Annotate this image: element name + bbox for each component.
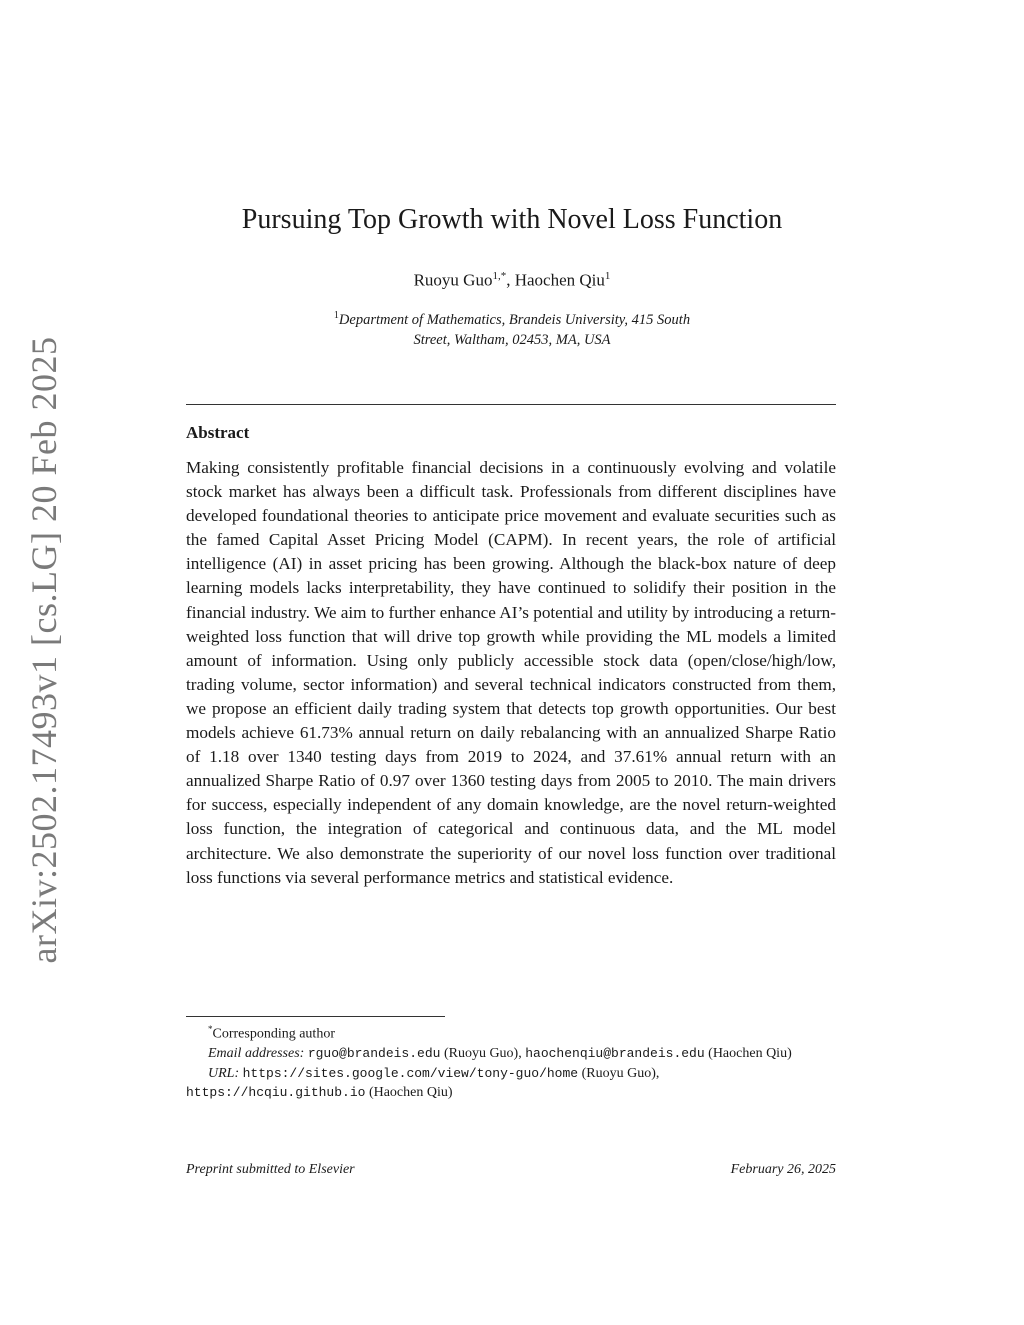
affiliation-mark: 1 <box>333 310 339 321</box>
abstract-heading: Abstract <box>186 423 250 442</box>
affiliation <box>0 306 1024 350</box>
preprint-note: Preprint submitted to Elsevier <box>186 1162 355 1177</box>
author-affiliation-mark: 1 <box>604 270 611 282</box>
footnote-rule <box>186 1016 445 1017</box>
url-note <box>186 1064 836 1103</box>
corresponding-author-note <box>186 1020 836 1044</box>
email-owner-1: (Ruoyu Guo), <box>440 1046 526 1062</box>
affiliation-line-1: Department of Mathematics, Brandeis University, 415 South <box>338 311 691 328</box>
corresponding-mark: * <box>208 1024 213 1034</box>
abstract-text: Making consistently profitable financial decisions in a continuously evolving and volatile stock market has always been a difficult task. Professionals from different disciplines have developed foundational theories to anticipate price movement and evaluate securities such as the famed Capital Asset Pricing Model (CAPM). In recent years, the role of artificial intelligence (AI) in asset pricing has been growing. Although the black-box nature of deep learning models lacks interpretability, they have continued to solidify their position in the financial industry. We aim to further enhance AI’s potential and utility by introducing a return-weighted loss function that will drive top growth while providing the ML models a limited amount of information. Using only publicly accessible stock data (open/close/high/low, trading volume, sector information) and several technical indicators constructed from them, we propose an efficient daily trading system that detects top growth opportunities. Our best models achieve 61.73% annual return on daily rebalancing with an annualized Sharpe Ratio of 1.18 over 1340 testing days from 2019 to 2024, and 37.61% annual return with an annualized Sharpe Ratio of 0.97 over 1360 testing days from 2005 to 2010. The main drivers for success, especially independent of any domain knowledge, are the novel return-weighted loss function, the integration of categorical and continuous data, and the ML model architecture. We also demonstrate the superiority of our novel loss function over traditional loss functions via several performance metrics and statistical evidence. <box>186 458 836 887</box>
abstract-top-rule <box>186 404 836 405</box>
paper-title: Pursuing Top Growth with Novel Loss Function <box>241 204 783 235</box>
email-link-2[interactable]: haochenqiu@brandeis.edu <box>525 1046 705 1062</box>
footnotes <box>186 1020 836 1103</box>
url-label: URL: <box>208 1065 240 1081</box>
url-owner-2: (Haochen Qiu) <box>365 1085 453 1101</box>
email-link-1[interactable]: rguo@brandeis.edu <box>307 1046 441 1062</box>
author-separator: , <box>506 270 515 290</box>
url-link-1[interactable]: https://sites.google.com/view/tony-guo/home <box>242 1065 579 1081</box>
affiliation-line-2: Street, Waltham, 02453, MA, USA <box>413 331 611 348</box>
corresponding-text: Corresponding author <box>212 1026 335 1042</box>
email-owner-2: (Haochen Qiu) <box>704 1046 792 1062</box>
author-name: Ruoyu Guo <box>413 270 493 290</box>
author-affiliation-mark: 1,* <box>492 270 507 282</box>
author-list <box>0 264 1024 293</box>
arxiv-identifier: arXiv:2502.17493v1 [cs.LG] 20 Feb 2025 <box>24 336 64 964</box>
email-label: Email addresses: <box>208 1046 305 1062</box>
url-owner-1: (Ruoyu Guo), <box>578 1065 660 1081</box>
url-link-2[interactable]: https://hcqiu.github.io <box>186 1085 366 1101</box>
preprint-date: February 26, 2025 <box>730 1162 836 1177</box>
email-note <box>186 1044 836 1064</box>
author-name: Haochen Qiu <box>514 270 605 290</box>
